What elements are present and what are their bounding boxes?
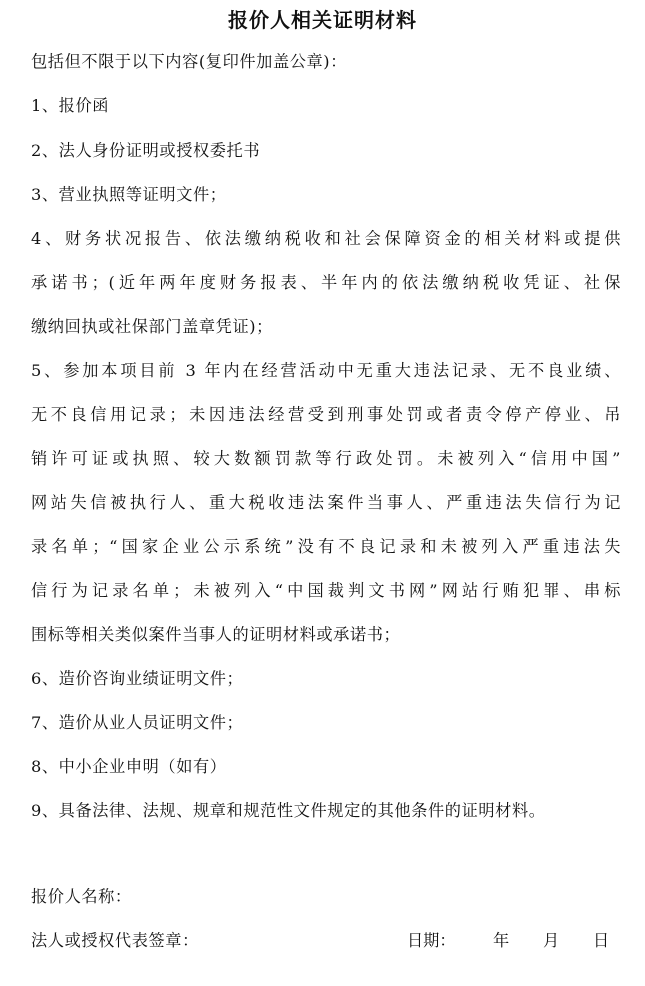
- list-item-6: 6、造价咨询业绩证明文件；: [31, 669, 244, 688]
- list-item-4-line-1: 4、财务状况报告、依法缴纳税收和社会保障资金的相关材料或提供: [31, 229, 621, 248]
- list-item-8: 8、中小企业申明（如有）: [31, 757, 227, 776]
- list-item-2: 2、法人身份证明或授权委托书: [31, 141, 261, 160]
- date-month-label: 月: [543, 931, 560, 950]
- legal-rep-signature-label: 法人或授权代表签章：: [31, 931, 199, 950]
- date-label: 日期：: [407, 931, 456, 950]
- list-item-4-line-3: 缴纳回执或社保部门盖章凭证)；: [31, 317, 273, 336]
- date-day-label: 日: [593, 931, 610, 950]
- list-item-5-line-7: 围标等相关类似案件当事人的证明材料或承诺书；: [31, 625, 401, 644]
- list-item-1: 1、报价函: [31, 96, 110, 115]
- list-item-5-line-1: 5、参加本项目前 3 年内在经营活动中无重大违法记录、无不良业绩、: [31, 361, 621, 380]
- list-item-3: 3、营业执照等证明文件；: [31, 185, 227, 204]
- list-item-9: 9、具备法律、法规、规章和规范性文件规定的其他条件的证明材料。: [31, 801, 546, 820]
- list-item-5-line-5: 录名单；“国家企业公示系统”没有不良记录和未被列入严重违法失: [31, 537, 621, 556]
- list-item-4-line-2: 承诺书；(近年两年度财务报表、半年内的依法缴纳税收凭证、社保: [31, 273, 621, 292]
- list-item-7: 7、造价从业人员证明文件；: [31, 713, 244, 732]
- date-year-label: 年: [493, 931, 510, 950]
- intro-text: 包括但不限于以下内容(复印件加盖公章)：: [31, 52, 348, 71]
- list-item-5-line-6: 信行为记录名单；未被列入“中国裁判文书网”网站行贿犯罪、串标: [31, 581, 621, 600]
- list-item-5-line-4: 网站失信被执行人、重大税收违法案件当事人、严重违法失信行为记: [31, 493, 621, 512]
- list-item-5-line-3: 销许可证或执照、较大数额罚款等行政处罚。未被列入“信用中国”: [31, 449, 621, 468]
- bidder-name-label: 报价人名称：: [31, 887, 132, 906]
- list-item-5-line-2: 无不良信用记录；未因违法经营受到刑事处罚或者责令停产停业、吊: [31, 405, 621, 424]
- document-title: 报价人相关证明材料: [228, 8, 417, 32]
